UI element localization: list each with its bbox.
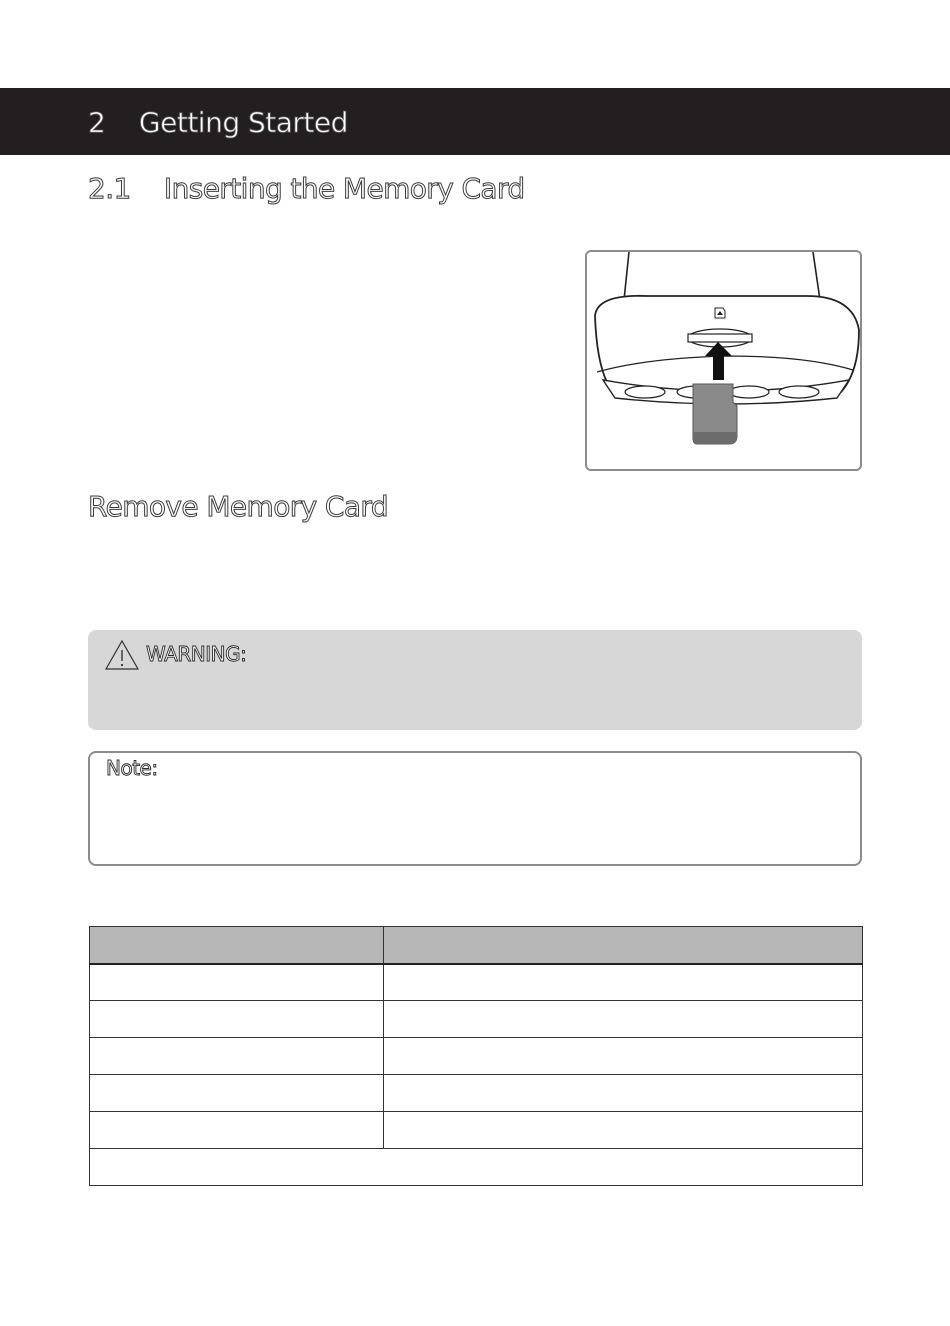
- warning-box: [88, 630, 862, 730]
- warning-triangle-icon: [104, 639, 140, 671]
- memory-card-figure: [585, 250, 862, 471]
- table-header-cell: [90, 927, 384, 964]
- chapter-title: 2 Getting Started: [88, 106, 348, 139]
- note-label: Note:: [106, 756, 158, 780]
- subsection-title: Remove Memory Card: [88, 490, 389, 523]
- note-box: [88, 751, 862, 866]
- table-cell: [384, 1001, 863, 1038]
- warning-label: WARNING:: [146, 642, 247, 666]
- table-row: [90, 1075, 863, 1112]
- table-row: [90, 964, 863, 1001]
- table-cell: [90, 1038, 384, 1075]
- spec-table: [89, 926, 863, 1186]
- memory-card-insert-illustration: [587, 252, 862, 471]
- table-header-row: [90, 927, 863, 964]
- table-cell: [384, 1075, 863, 1112]
- table-cell: [90, 964, 384, 1001]
- table-cell: [384, 1038, 863, 1075]
- table-cell: [90, 1075, 384, 1112]
- table-cell: [90, 1112, 384, 1149]
- table-footer-row: [90, 1149, 863, 1186]
- table-footer-cell: [90, 1149, 863, 1186]
- table-cell: [384, 964, 863, 1001]
- table-cell: [90, 1001, 384, 1038]
- table-row: [90, 1038, 863, 1075]
- table-row: [90, 1112, 863, 1149]
- table-cell: [384, 1112, 863, 1149]
- table-row: [90, 1001, 863, 1038]
- table-header-cell: [384, 927, 863, 964]
- section-title: 2.1 Inserting the Memory Card: [88, 172, 525, 205]
